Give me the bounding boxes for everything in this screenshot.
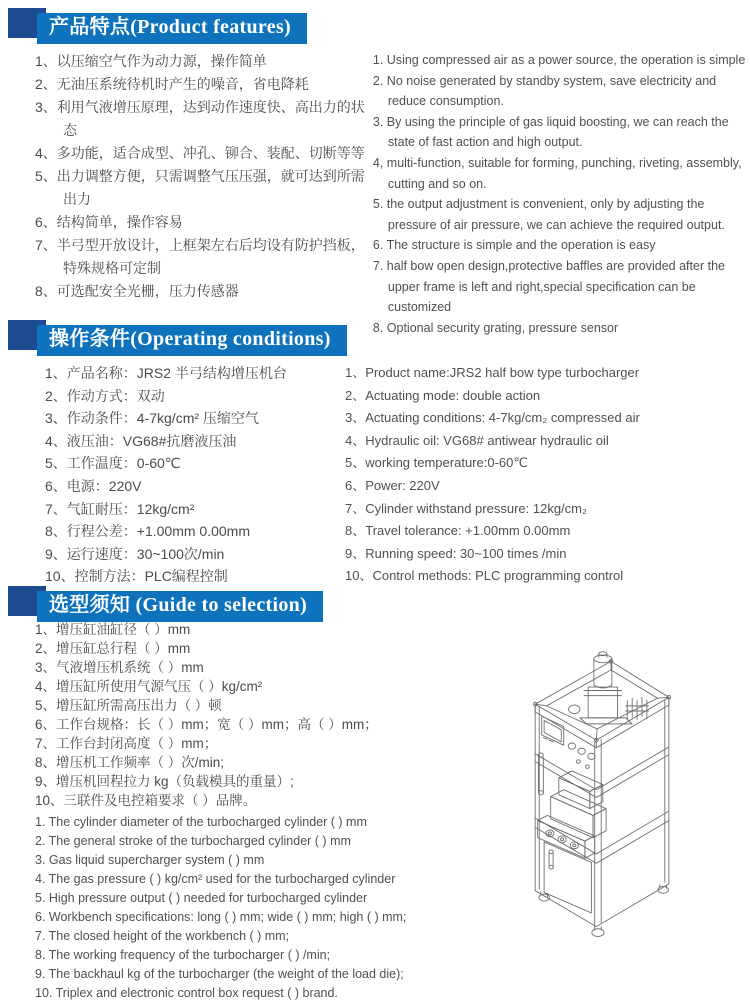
list-item: 3、Actuating conditions: 4-7kg/cm₂ compressed air — [345, 410, 640, 426]
list-item: 7、气缸耐压：12kg/cm² — [45, 500, 195, 517]
machine-isometric-svg — [505, 634, 717, 966]
list-item: 2. No noise generated by standby system, save electricity and reduce consumption. — [372, 73, 717, 109]
list-item: 3、气液增压机系统（ ）mm — [35, 660, 204, 675]
section-header-operating-conditions — [0, 320, 750, 354]
list-item: 2、作动方式：双动 — [45, 387, 165, 404]
list-item: 2、增压缸总行程（ ）mm — [35, 641, 191, 656]
list-item: 8. Optional security grating, pressure sensor — [372, 320, 619, 335]
list-item: 6. The structure is simple and the operation is easy — [372, 238, 656, 253]
list-item: 9. The backhaul kg of the turbocharger (the weight of the load die); — [35, 967, 404, 981]
list-item: 8、Travel tolerance: +1.00mm 0.00mm — [345, 523, 571, 539]
list-item: 9、运行速度：30~100次/min — [45, 545, 225, 562]
list-item: 10、三联件及电控箱要求（ ）品牌。 — [35, 793, 257, 808]
list-item: 4、多功能，适合成型、冲孔、铆合、装配、切断等等 — [35, 145, 365, 161]
list-item: 6、电源：220V — [45, 477, 142, 494]
list-item: 8. The working frequency of the turbocharger ( ) /min; — [35, 948, 331, 962]
list-item: 8、增压机工作频率（ ）次/min; — [35, 755, 225, 770]
list-item: 2、无油压系统待机时产生的噪音，省电降耗 — [35, 76, 309, 92]
list-item: 1. Using compressed air as a power source, the operation is simple — [372, 53, 746, 67]
conditions-list-cn — [45, 362, 345, 588]
list-item: 3、作动条件：4-7kg/cm² 压缩空气 — [45, 410, 259, 427]
list-item: 7. half bow open design,protective baffles are provided after the upper frame is left and right,special specification can be customized — [372, 258, 725, 315]
features-list-en — [373, 50, 750, 338]
list-item: 7. The closed height of the workbench ( ) mm; — [35, 929, 290, 943]
section-title: 选型须知 (Guide to selection) — [37, 591, 323, 622]
list-item: 3、利用气液增压原理，达到动作速度快、高出力的状态 — [35, 99, 365, 138]
features-list-cn — [35, 50, 367, 338]
list-item: 9、增压机回程拉力 kg（负载模具的重量）; — [35, 774, 294, 789]
list-item: 6. Workbench specifications: long ( ) mm; wide ( ) mm; high ( ) mm; — [35, 910, 407, 924]
list-item: 6、Power: 220V — [345, 477, 440, 493]
list-item: 8、可选配安全光栅，压力传感器 — [35, 283, 239, 299]
list-item: 6、结构简单，操作容易 — [35, 214, 183, 230]
list-item: 1、产品名称：JRS2 半弓结构增压机台 — [45, 365, 287, 381]
section-operating-conditions — [0, 320, 750, 588]
selection-list-cn — [35, 620, 505, 810]
list-item: 1. The cylinder diameter of the turbocharged cylinder ( ) mm — [35, 815, 367, 829]
section-header-guide-to-selection — [0, 586, 750, 616]
list-item: 5、工作温度：0-60℃ — [45, 455, 181, 472]
list-item: 5、出力调整方便，只需调整气压压强，就可达到所需出力 — [35, 168, 365, 207]
list-item: 6、工作台规格：长（ ）mm；宽（ ）mm；高（ ）mm； — [35, 717, 378, 732]
list-item: 1、Product name:JRS2 half bow type turbocharger — [345, 365, 640, 380]
list-item: 5、增压缸所需高压出力（ ）顿 — [35, 698, 222, 713]
conditions-list-en — [345, 362, 750, 588]
list-item: 5. High pressure output ( ) needed for turbocharged cylinder — [35, 891, 368, 905]
list-item: 4、Hydraulic oil: VG68# antiwear hydraulic oil — [345, 432, 609, 448]
selection-list-en — [35, 813, 540, 1003]
list-item: 7、半弓型开放设计，上框架左右后均设有防护挡板，特殊规格可定制 — [35, 237, 365, 276]
list-item: 5. the output adjustment is convenient, only by adjusting the pressure of air pressure, we can achieve the required output. — [372, 197, 725, 232]
list-item: 3. By using the principle of gas liquid boosting, we can reach the state of fast action and high output. — [372, 114, 729, 150]
list-item: 4、液压油：VG68#抗磨液压油 — [45, 432, 237, 449]
section-header-product-features — [0, 8, 750, 42]
list-item: 10. Triplex and electronic control box request ( ) brand. — [35, 986, 338, 1000]
list-item: 3. Gas liquid supercharger system ( ) mm — [35, 853, 265, 867]
list-item: 2、Actuating mode: double action — [345, 387, 541, 403]
list-item: 4、增压缸所使用气源气压（ ）kg/cm² — [35, 679, 263, 694]
list-item: 4, multi-function, suitable for forming, punching, riveting, assembly, cutting and so on. — [372, 155, 742, 191]
list-item: 10、控制方法：PLC编程控制 — [45, 568, 228, 585]
machine-line-drawing-illustration — [505, 634, 717, 966]
list-item: 4. The gas pressure ( ) kg/cm² used for the turbocharged cylinder — [35, 872, 396, 886]
section-title: 操作条件(Operating conditions) — [37, 325, 347, 356]
list-item: 7、Cylinder withstand pressure: 12kg/cm₂ — [345, 500, 588, 516]
section-title: 产品特点(Product features) — [37, 13, 307, 44]
list-item: 1、增压缸油缸径（ ）mm — [35, 622, 191, 637]
list-item: 1、以压缩空气作为动力源，操作简单 — [35, 53, 267, 69]
section-product-features — [0, 8, 750, 338]
list-item: 5、working temperature:0-60℃ — [345, 455, 528, 471]
list-item: 2. The general stroke of the turbocharged cylinder ( ) mm — [35, 834, 351, 848]
list-item: 8、行程公差：+1.00mm 0.00mm — [45, 523, 250, 540]
list-item: 9、Running speed: 30~100 times /min — [345, 545, 567, 561]
list-item: 7、工作台封闭高度（ ）mm； — [35, 736, 218, 751]
list-item: 10、Control methods: PLC programming control — [345, 568, 624, 584]
